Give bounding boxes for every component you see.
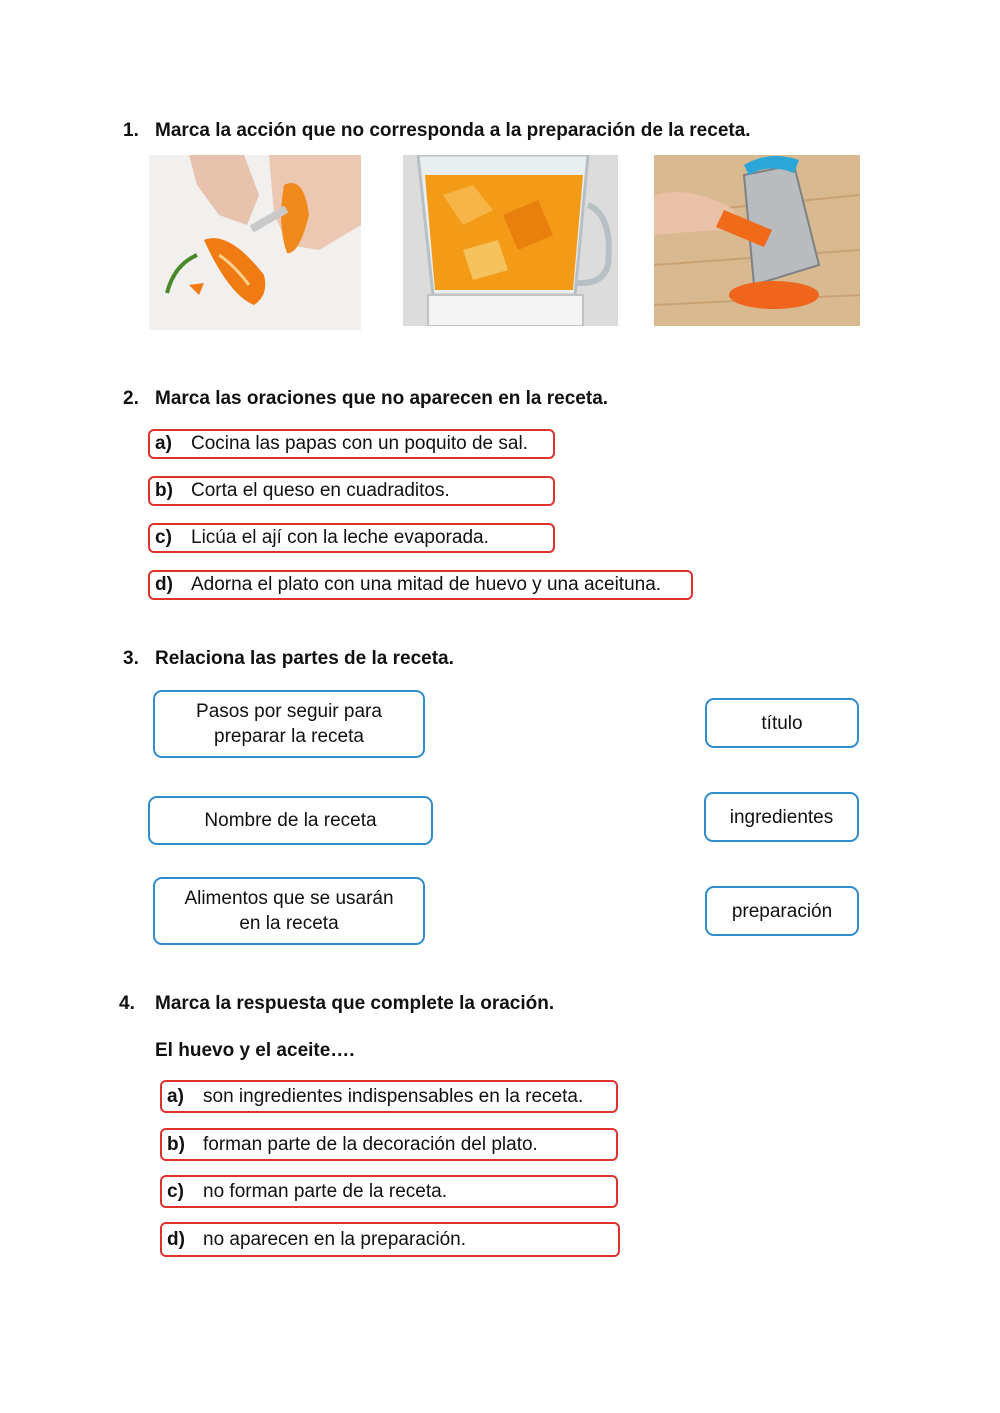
q4-option-b-text: forman parte de la decoración del plato. [203, 1134, 538, 1155]
q2-option-c-letter: c) [155, 527, 172, 548]
q4-option-c-text: no forman parte de la receta. [203, 1181, 447, 1202]
q2-option-b-text: Corta el queso en cuadraditos. [191, 480, 450, 501]
match-left-nombre-line1: Nombre de la receta [204, 810, 377, 831]
q2-option-d[interactable] [148, 570, 693, 600]
blender-illustration [403, 155, 618, 326]
match-right-titulo[interactable] [705, 698, 859, 748]
q2-text: Marca las oraciones que no aparecen en la receta. [155, 388, 609, 409]
q2-option-b[interactable] [148, 476, 555, 506]
q2-title [123, 388, 608, 410]
q4-option-c-letter: c) [167, 1181, 184, 1202]
match-left-pasos-text [196, 699, 382, 749]
match-right-titulo-text: título [761, 712, 803, 734]
q1-number: 1. [123, 120, 139, 141]
cutting-pepper-illustration [149, 155, 361, 330]
q4-option-b-letter: b) [167, 1134, 185, 1155]
match-left-alimentos[interactable] [153, 877, 425, 945]
q1-text: Marca la acción que no corresponda a la preparación de la receta. [155, 120, 751, 141]
q2-option-a-text: Cocina las papas con un poquito de sal. [191, 433, 528, 454]
match-left-nombre[interactable] [148, 796, 433, 845]
q4-option-d[interactable] [160, 1222, 620, 1257]
photo-rallador[interactable] [654, 155, 860, 326]
q4-prompt: El huevo y el aceite…. [155, 1040, 355, 1061]
match-left-alimentos-line1: Alimentos que se usarán [184, 888, 394, 909]
match-left-pasos-line1: Pasos por seguir para [196, 701, 382, 722]
q3-text: Relaciona las partes de la receta. [155, 648, 454, 669]
q3-title [123, 648, 454, 670]
photo-cortando-aji[interactable] [149, 155, 361, 330]
q2-number: 2. [123, 388, 139, 409]
match-right-ingredientes-text: ingredientes [729, 806, 834, 828]
match-left-pasos[interactable] [153, 690, 425, 758]
match-right-preparacion[interactable] [705, 886, 859, 936]
match-left-alimentos-line2: en la receta [239, 913, 339, 934]
q2-option-d-text: Adorna el plato con una mitad de huevo y una aceituna. [191, 574, 662, 595]
q4-text: Marca la respuesta que complete la oración. [155, 993, 555, 1014]
q2-option-a[interactable] [148, 429, 555, 459]
match-right-preparacion-text: preparación [731, 900, 833, 922]
q1-title [123, 120, 751, 142]
q4-title [119, 993, 554, 1015]
q4-option-a-letter: a) [167, 1086, 184, 1107]
q4-option-d-letter: d) [167, 1229, 185, 1250]
match-left-alimentos-text [184, 886, 393, 936]
q2-option-b-letter: b) [155, 480, 173, 501]
q2-option-c[interactable] [148, 523, 555, 553]
q4-option-a[interactable] [160, 1080, 618, 1113]
q4-number: 4. [119, 993, 135, 1014]
q4-option-d-text: no aparecen en la preparación. [203, 1229, 467, 1250]
grating-carrot-illustration [654, 155, 860, 326]
q4-option-b[interactable] [160, 1128, 618, 1161]
match-right-ingredientes[interactable] [704, 792, 859, 842]
q4-option-a-text: son ingredientes indispensables en la receta. [203, 1086, 584, 1107]
q2-option-d-letter: d) [155, 574, 173, 595]
q2-option-a-letter: a) [155, 433, 172, 454]
match-left-pasos-line2: preparar la receta [214, 726, 364, 747]
q3-number: 3. [123, 648, 139, 669]
q2-option-c-text: Licúa el ají con la leche evaporada. [191, 527, 489, 548]
q4-option-c[interactable] [160, 1175, 618, 1208]
photo-licuadora[interactable] [403, 155, 618, 326]
